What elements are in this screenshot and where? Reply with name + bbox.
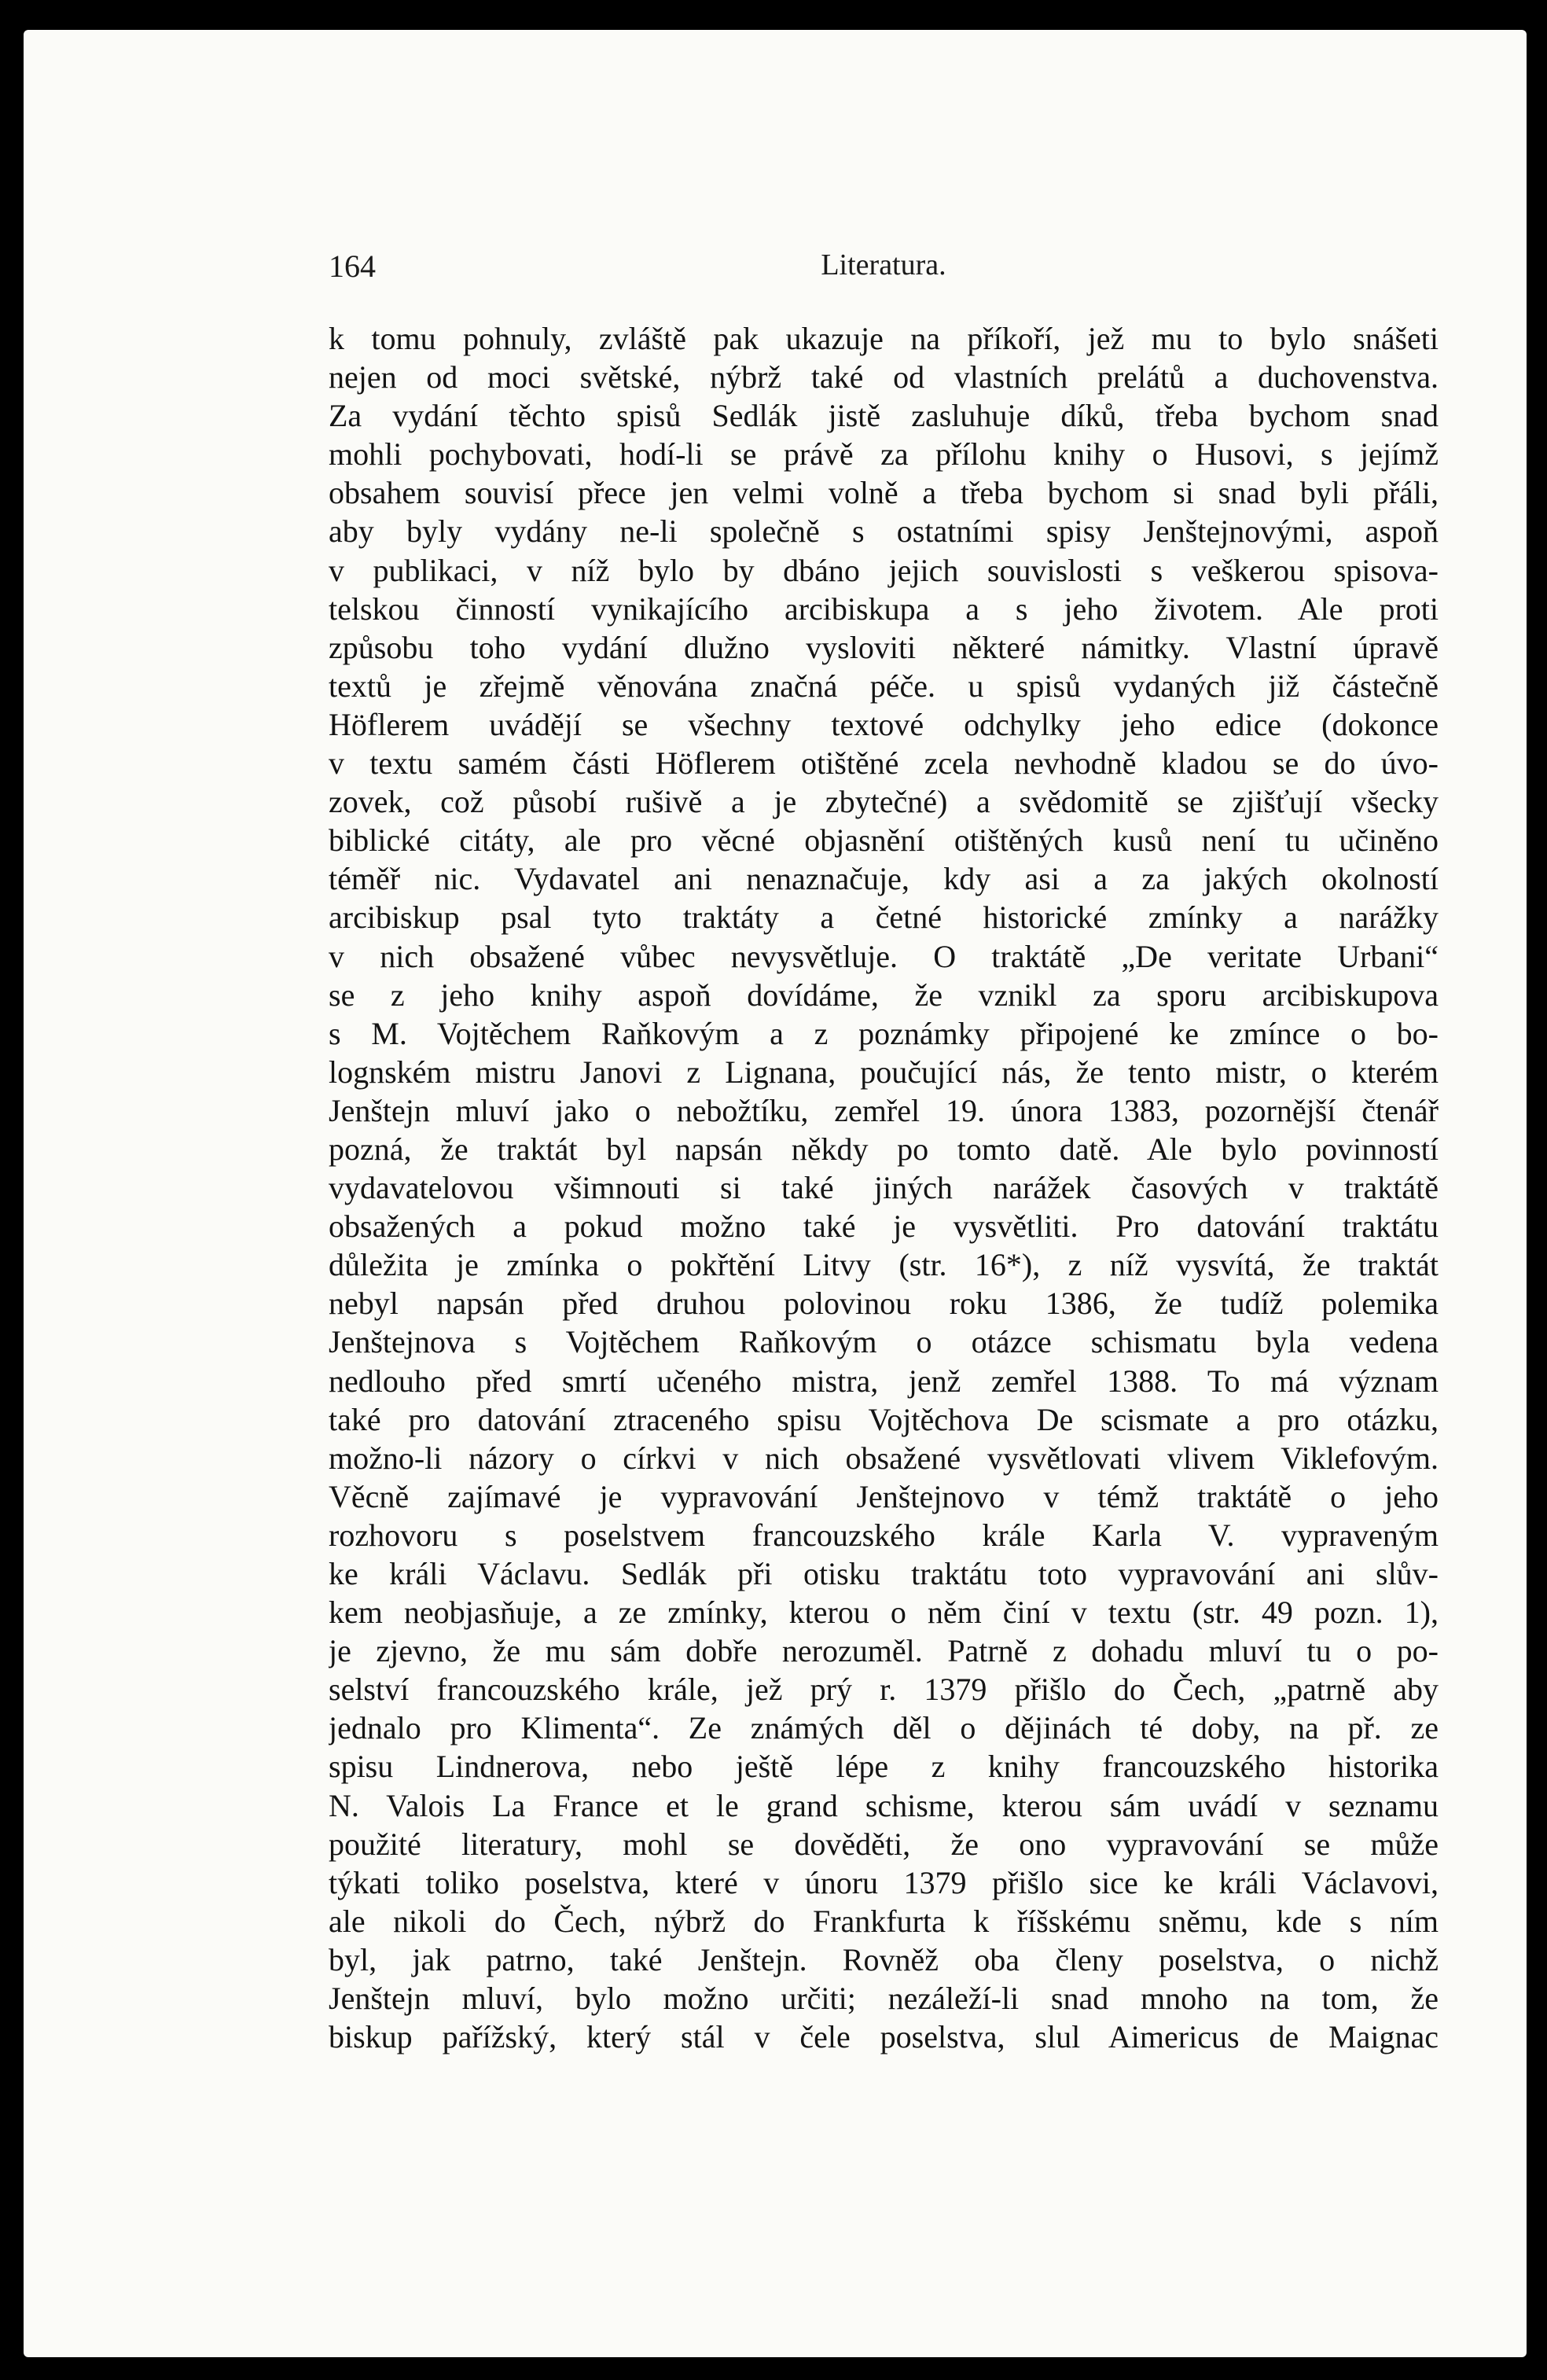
text-line: telskou činností vynikajícího arcibiskupa a s jeho životem. Ale proti xyxy=(329,590,1439,627)
text-line: aby byly vydány ne-li společně s ostatními spisy Jenštejnovými, aspoň xyxy=(329,513,1439,550)
text-line: je zjevno, že mu sám dobře nerozuměl. Patrně z dohadu mluví tu o po- xyxy=(329,1633,1439,1669)
page-number: 164 xyxy=(329,248,376,284)
text-line: byl, jak patrno, také Jenštejn. Rovněž oba členy poselstva, o nichž xyxy=(329,1941,1439,1977)
running-head: Literatura. xyxy=(821,248,946,281)
text-line: také pro datování ztraceného spisu Vojtěchova De scismate a pro otázku, xyxy=(329,1401,1439,1437)
text-line: Jenštejnova s Vojtěchem Raňkovým o otázce schismatu byla vedena xyxy=(329,1324,1439,1360)
text-line: rozhovoru s poselstvem francouzského krále Karla V. vypraveným xyxy=(329,1517,1439,1553)
text-line: v publikaci, v níž bylo by dbáno jejich souvislosti s veškerou spisova- xyxy=(329,552,1439,588)
text-line: pozná, že traktát byl napsán někdy po tomto datě. Ale bylo povinností xyxy=(329,1131,1439,1167)
text-line: zovek, což působí rušivě a je zbytečné) a svědomitě se zjišťují všecky xyxy=(329,784,1439,820)
text-line: důležita je zmínka o pokřtění Litvy (str. 16*), z níž vysvítá, že traktát xyxy=(329,1247,1439,1283)
text-line: spisu Lindnerova, nebo ještě lépe z knihy francouzského historika xyxy=(329,1749,1439,1785)
text-line: Za vydání těchto spisů Sedlák jistě zasluhuje díků, třeba bychom snad xyxy=(329,398,1439,434)
text-line: arcibiskup psal tyto traktáty a četné historické zmínky a narážky xyxy=(329,899,1439,936)
text-line: mohli pochybovati, hodí-li se právě za přílohu knihy o Husovi, s jejímž xyxy=(329,436,1439,473)
text-line: použité literatury, mohl se dověděti, že ono vypravování se může xyxy=(329,1826,1439,1862)
text-line: vydavatelovou všimnouti si také jiných narážek časových v traktátě xyxy=(329,1170,1439,1206)
text-line: ke králi Václavu. Sedlák při otisku traktátu toto vypravování ani slův- xyxy=(329,1556,1439,1591)
text-line: v nich obsažené vůbec nevysvětluje. O traktátě „De veritate Urbani“ xyxy=(329,938,1439,974)
text-line: biskup pařížský, který stál v čele poselstva, slul Aimericus de Maignac xyxy=(329,2019,1439,2055)
text-line: týkati toliko poselstva, které v únoru 1379 přišlo sice ke králi Václavovi, xyxy=(329,1864,1439,1900)
text-line: textů je zřejmě věnována značná péče. u spisů vydaných již částečně xyxy=(329,668,1439,704)
text-line: N. Valois La France et le grand schisme, kterou sám uvádí v seznamu xyxy=(329,1787,1439,1823)
text-line: Höflerem uvádějí se všechny textové odchylky jeho edice (dokonce xyxy=(329,706,1439,742)
text-line: s M. Vojtěchem Raňkovým a z poznámky připojené ke zmínce o bo- xyxy=(329,1015,1439,1051)
text-line: Jenštejn mluví, bylo možno určiti; nezáleží-li snad mnoho na tom, že xyxy=(329,1981,1439,2017)
text-line: selství francouzského krále, jež prý r. 1379 přišlo do Čech, „patrně aby xyxy=(329,1672,1439,1708)
text-line: se z jeho knihy aspoň dovídáme, že vznikl za sporu arcibiskupova xyxy=(329,977,1439,1013)
text-line: biblické citáty, ale pro věcné objasnění otištěných kusů není tu učiněno xyxy=(329,822,1439,859)
text-line: v textu samém části Höflerem otištěné zcela nevhodně kladou se do úvo- xyxy=(329,745,1439,782)
text-line: k tomu pohnuly, zvláště pak ukazuje na příkoří, jež mu to bylo snášeti xyxy=(329,321,1439,356)
text-line: ale nikoli do Čech, nýbrž do Frankfurta k říšskému sněmu, kde s ním xyxy=(329,1903,1439,1939)
text-line: Jenštejn mluví jako o nebožtíku, zemřel 19. února 1383, pozornější čtenář xyxy=(329,1092,1439,1128)
text-line: téměř nic. Vydavatel ani nenaznačuje, kdy asi a za jakých okolností xyxy=(329,861,1439,897)
text-line: nebyl napsán před druhou polovinou roku 1386, že tudíž polemika xyxy=(329,1286,1439,1322)
text-line: obsažených a pokud možno také je vysvětliti. Pro datování traktátu xyxy=(329,1208,1439,1245)
page-header xyxy=(329,248,1439,295)
text-line: způsobu toho vydání dlužno vysloviti některé námitky. Vlastní úpravě xyxy=(329,629,1439,665)
text-line: možno-li názory o církvi v nich obsažené vysvětlovati vlivem Viklefovým. xyxy=(329,1440,1439,1476)
text-line: nejen od moci světské, nýbrž také od vlastních prelátů a duchovenstva. xyxy=(329,359,1439,395)
text-line: kem neobjasňuje, a ze zmínky, kterou o něm činí v textu (str. 49 pozn. 1), xyxy=(329,1595,1439,1631)
text-line: obsahem souvisí přece jen velmi volně a třeba bychom si snad byli přáli, xyxy=(329,475,1439,511)
text-line: jednalo pro Klimenta“. Ze známých děl o dějinách té doby, na př. ze xyxy=(329,1710,1439,1746)
body-text xyxy=(329,319,1439,2056)
text-line: nedlouho před smrtí učeného mistra, jenž zemřel 1388. To má význam xyxy=(329,1363,1439,1399)
text-line: lognském mistru Janovi z Lignana, poučující nás, že tento mistr, o kterém xyxy=(329,1054,1439,1090)
text-line: Věcně zajímavé je vypravování Jenštejnovo v témž traktátě o jeho xyxy=(329,1478,1439,1514)
